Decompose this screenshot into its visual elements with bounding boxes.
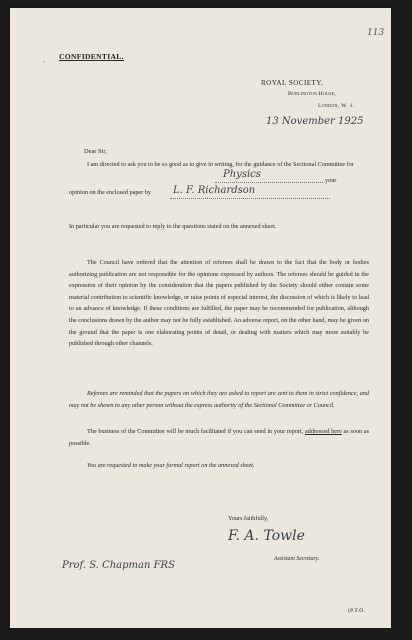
paragraph-council: The Council have ordered that the attention of referees shall be drawn to the fact that the body or bodies authorizing publication are not responsible for the opinions expressed by authors. The referees should be guided in the expression of their opinion by the consideration that the papers published by the Society should either contain some material contribution to scientific knowledge, or raise points of especial interest, the discussion of which is likely to lead to an advance of knowledge. If these conditions are fulfilled, the paper may be recommended for publication, although the conclusions drawn by the author may not be fully established. An adverse report, on the other hand, may be given on the ground that the paper is one elaborating points of detail, or dealing with matters which may more suitably be published through other channels.	[69, 259, 369, 348]
committee-blank-line	[215, 182, 323, 183]
ink-mark: ’	[43, 61, 45, 67]
handwritten-date: 13 November 1925	[266, 116, 364, 127]
paragraph-business	[69, 426, 369, 449]
paragraph-business-end: as soon as possible.	[69, 428, 370, 447]
address-line-1: ROYAL SOCIETY,	[261, 79, 324, 87]
closing: Yours faithfully,	[228, 515, 269, 522]
paragraph-request-opinion: opinion on the enclosed paper by	[69, 189, 151, 196]
paragraph-confidence: Referees are reminded that the papers on which they are asked to report are sent to them in strict confidence, and may not be shown to any other person without the express authority of the Sectional Committee or Council.	[69, 390, 369, 409]
paragraph-formal-report: You are requested to make your formal report on the annexed sheet.	[87, 462, 255, 469]
handwritten-committee: Physics	[223, 169, 261, 180]
handwritten-addressee: Prof. S. Chapman FRS	[62, 560, 175, 571]
paragraph-questions: In particular you are requested to reply to the questions stated on the annexed sheet.	[69, 223, 277, 230]
confidential-heading: CONFIDENTIAL.	[59, 52, 124, 61]
folio-number: 113	[367, 28, 385, 38]
paragraph-request-your: your	[325, 177, 337, 184]
paragraph-business-text: The business of the Committee will be much facilitated if you can send in your report,	[87, 428, 304, 435]
signature: F. A. Towle	[228, 528, 305, 544]
address-line-3: London, W. 1.	[318, 103, 355, 109]
address-line-2: Burlington House,	[288, 91, 336, 97]
handwritten-paper-author: L. F. Richardson	[173, 185, 256, 196]
salutation: Dear Sir,	[84, 148, 107, 155]
signer-title: Assistant Secretary.	[274, 556, 320, 562]
author-blank-line	[170, 198, 330, 199]
letter-sheet	[10, 8, 391, 628]
paragraph-request-text: I am directed to ask you to be so good as to give in writing, for the guidance of the Sectional Committee for	[87, 161, 354, 168]
paragraph-request	[69, 159, 369, 183]
pto-note: (P.T.O.	[348, 608, 366, 614]
addressed-here-text: addressed here	[305, 428, 342, 435]
